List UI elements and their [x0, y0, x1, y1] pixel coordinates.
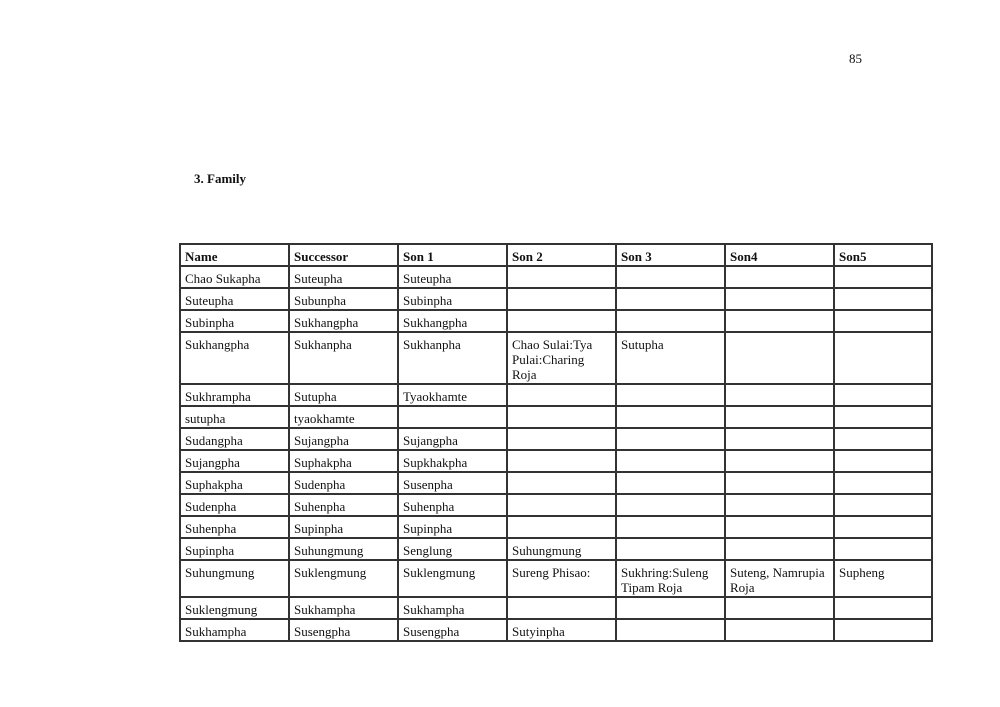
table-cell	[507, 406, 616, 428]
table-cell: Sureng Phisao:	[507, 560, 616, 597]
table-cell: Susengpha	[398, 619, 507, 641]
table-row	[180, 428, 932, 450]
table-row	[180, 538, 932, 560]
table-cell: Subunpha	[289, 288, 398, 310]
table-cell: Suhenpha	[180, 516, 289, 538]
table-cell: sutupha	[180, 406, 289, 428]
table-row	[180, 384, 932, 406]
table-cell	[507, 516, 616, 538]
table-cell	[725, 538, 834, 560]
table-cell	[616, 406, 725, 428]
table-body	[180, 266, 932, 641]
table-cell	[834, 406, 932, 428]
table-cell	[834, 310, 932, 332]
table-cell	[725, 619, 834, 641]
table-cell	[834, 428, 932, 450]
table-cell: Chao Sulai:Tya Pulai:Charing Roja	[507, 332, 616, 384]
table-cell: Senglung	[398, 538, 507, 560]
table-cell	[725, 516, 834, 538]
table-cell	[507, 472, 616, 494]
table-cell	[507, 597, 616, 619]
table-cell: Sukhangpha	[289, 310, 398, 332]
table-cell: Susenpha	[398, 472, 507, 494]
header-cell: Name	[180, 244, 289, 266]
table-cell	[834, 384, 932, 406]
table-cell	[616, 538, 725, 560]
table-cell: Suphakpha	[180, 472, 289, 494]
table-cell	[834, 472, 932, 494]
table-cell	[616, 266, 725, 288]
table-header-row	[180, 244, 932, 266]
table-cell	[616, 384, 725, 406]
section-heading: 3. Family	[194, 171, 246, 186]
header-cell: Successor	[289, 244, 398, 266]
table-cell	[507, 288, 616, 310]
table-cell	[507, 428, 616, 450]
table-cell: Sukhampha	[289, 597, 398, 619]
header-cell: Son 2	[507, 244, 616, 266]
table-row	[180, 560, 932, 597]
table-row	[180, 450, 932, 472]
table-cell	[616, 516, 725, 538]
table-cell: Supheng	[834, 560, 932, 597]
table-cell: Subinpha	[180, 310, 289, 332]
table-cell	[725, 450, 834, 472]
table-row	[180, 266, 932, 288]
table-cell	[616, 288, 725, 310]
table-cell	[834, 288, 932, 310]
table-cell: Sudenpha	[180, 494, 289, 516]
table-cell	[616, 472, 725, 494]
page-number: 85	[849, 51, 862, 66]
table-cell	[398, 406, 507, 428]
table-cell: Chao Sukapha	[180, 266, 289, 288]
table-cell: Suklengmung	[398, 560, 507, 597]
table-cell: Suteupha	[398, 266, 507, 288]
table-row	[180, 406, 932, 428]
table-cell: Suhenpha	[398, 494, 507, 516]
table-cell: Sujangpha	[180, 450, 289, 472]
table-cell: Sukhrampha	[180, 384, 289, 406]
table-cell	[616, 494, 725, 516]
table-cell	[725, 494, 834, 516]
table-cell: Sujangpha	[289, 428, 398, 450]
table-cell	[834, 516, 932, 538]
table-cell: Supkhakpha	[398, 450, 507, 472]
table-cell	[507, 494, 616, 516]
table-cell	[725, 266, 834, 288]
table-cell: Subinpha	[398, 288, 507, 310]
table-cell	[834, 332, 932, 384]
table-cell	[725, 310, 834, 332]
table-cell	[507, 384, 616, 406]
table-cell: Suphakpha	[289, 450, 398, 472]
table-cell: Susengpha	[289, 619, 398, 641]
table-cell: Suhungmung	[289, 538, 398, 560]
header-cell: Son4	[725, 244, 834, 266]
table-cell: Suklengmung	[289, 560, 398, 597]
table-cell: Sudangpha	[180, 428, 289, 450]
table-cell	[616, 619, 725, 641]
table-cell: Sutupha	[289, 384, 398, 406]
family-table	[179, 243, 933, 642]
table-cell: Suhungmung	[507, 538, 616, 560]
table-row	[180, 472, 932, 494]
table-cell: Suteupha	[289, 266, 398, 288]
table-cell: Sukhampha	[180, 619, 289, 641]
table-cell	[725, 384, 834, 406]
table-cell: Supinpha	[398, 516, 507, 538]
table-cell	[725, 472, 834, 494]
table-row	[180, 619, 932, 641]
table-cell	[725, 597, 834, 619]
table-cell	[725, 332, 834, 384]
table-row	[180, 310, 932, 332]
table-cell	[507, 310, 616, 332]
table-cell	[834, 266, 932, 288]
table-cell: Sukhring:Suleng Tipam Roja	[616, 560, 725, 597]
table-cell: Sukhanpha	[398, 332, 507, 384]
header-cell: Son 3	[616, 244, 725, 266]
table-cell	[834, 494, 932, 516]
table-cell	[616, 450, 725, 472]
header-cell: Son 1	[398, 244, 507, 266]
table-cell: Sutupha	[616, 332, 725, 384]
table-cell	[725, 288, 834, 310]
table-cell: Sukhangpha	[398, 310, 507, 332]
table-cell	[834, 538, 932, 560]
table-row	[180, 516, 932, 538]
table-cell	[834, 450, 932, 472]
table-cell	[507, 266, 616, 288]
table-cell: tyaokhamte	[289, 406, 398, 428]
table-cell: Tyaokhamte	[398, 384, 507, 406]
table-cell: Sukhangpha	[180, 332, 289, 384]
table-cell: Sudenpha	[289, 472, 398, 494]
table-cell	[834, 619, 932, 641]
table-row	[180, 288, 932, 310]
table-cell: Suhenpha	[289, 494, 398, 516]
table-row	[180, 332, 932, 384]
table-cell: Sutyinpha	[507, 619, 616, 641]
table-cell	[616, 597, 725, 619]
table-row	[180, 494, 932, 516]
table-cell	[507, 450, 616, 472]
table-cell	[725, 406, 834, 428]
table-cell: Sukhampha	[398, 597, 507, 619]
table-cell: Supinpha	[180, 538, 289, 560]
table-cell: Suhungmung	[180, 560, 289, 597]
table-cell: Sujangpha	[398, 428, 507, 450]
table-cell	[616, 310, 725, 332]
table-cell	[616, 428, 725, 450]
table-cell: Supinpha	[289, 516, 398, 538]
table-cell	[834, 597, 932, 619]
table-cell: Suteupha	[180, 288, 289, 310]
table-row	[180, 597, 932, 619]
header-cell: Son5	[834, 244, 932, 266]
table-cell	[725, 428, 834, 450]
table-cell: Sukhanpha	[289, 332, 398, 384]
table-cell: Suklengmung	[180, 597, 289, 619]
table-cell: Suteng, Namrupia Roja	[725, 560, 834, 597]
